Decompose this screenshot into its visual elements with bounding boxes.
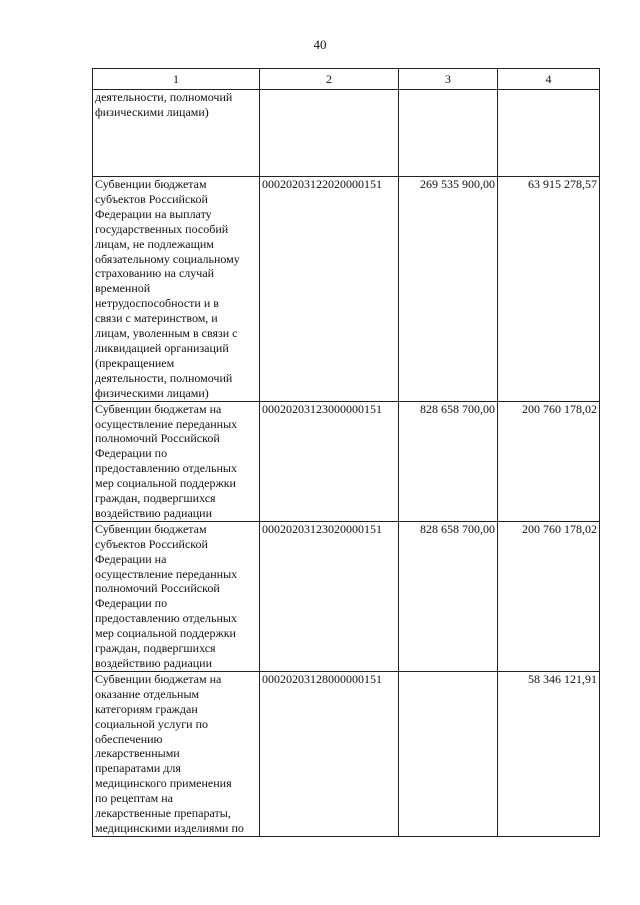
row-code: 00020203123000000151 bbox=[260, 401, 399, 521]
row-code: 00020203128000000151 bbox=[260, 671, 399, 836]
budget-table bbox=[92, 68, 600, 837]
row-description: Субвенции бюджетам субъектов Российской Федерации на осуществление переданных полномочий Российской Федерации по предоставлению отдельных мер социальной поддержки граждан, подвергшихся воздействию радиации bbox=[93, 521, 260, 671]
row-description: Субвенции бюджетам на осуществление переданных полномочий Российской Федерации по предоставлению отдельных мер социальной поддержки граждан, подвергшихся воздействию радиации bbox=[93, 401, 260, 521]
table-row bbox=[93, 401, 600, 521]
table-row bbox=[93, 521, 600, 671]
row-amount-4: 200 760 178,02 bbox=[498, 521, 600, 671]
row-description: Субвенции бюджетам субъектов Российской Федерации на выплату государственных пособий лицам, не подлежащим обязательному социальному страхованию на случай временной нетрудоспособности и в связи с материнством, и лицам, уволенным в связи с ликвидацией организаций (прекращением деятельности, полномочий физическими лицами) bbox=[93, 177, 260, 402]
column-header-2: 2 bbox=[260, 69, 399, 90]
row-amount-4: 63 915 278,57 bbox=[498, 177, 600, 402]
row-amount-3: 828 658 700,00 bbox=[399, 401, 498, 521]
row-amount-3 bbox=[399, 671, 498, 836]
row-amount-3 bbox=[399, 90, 498, 177]
row-description: деятельности, полномочий физическими лицами) bbox=[93, 90, 260, 177]
column-header-1: 1 bbox=[93, 69, 260, 90]
row-code: 00020203123020000151 bbox=[260, 521, 399, 671]
column-header-4: 4 bbox=[498, 69, 600, 90]
row-amount-4: 58 346 121,91 bbox=[498, 671, 600, 836]
column-header-3: 3 bbox=[399, 69, 498, 90]
row-amount-3: 828 658 700,00 bbox=[399, 521, 498, 671]
row-amount-3: 269 535 900,00 bbox=[399, 177, 498, 402]
row-amount-4 bbox=[498, 90, 600, 177]
table-row bbox=[93, 90, 600, 177]
table-row bbox=[93, 177, 600, 402]
page-number: 40 bbox=[313, 37, 327, 52]
table-header-row bbox=[93, 69, 600, 90]
row-amount-4: 200 760 178,02 bbox=[498, 401, 600, 521]
row-code bbox=[260, 90, 399, 177]
row-description: Субвенции бюджетам на оказание отдельным категориям граждан социальной услуги по обеспечению лекарственными препаратами для медицинского применения по рецептам на лекарственные препараты, медицинскими изделиями по bbox=[93, 671, 260, 836]
table-row bbox=[93, 671, 600, 836]
row-code: 00020203122020000151 bbox=[260, 177, 399, 402]
